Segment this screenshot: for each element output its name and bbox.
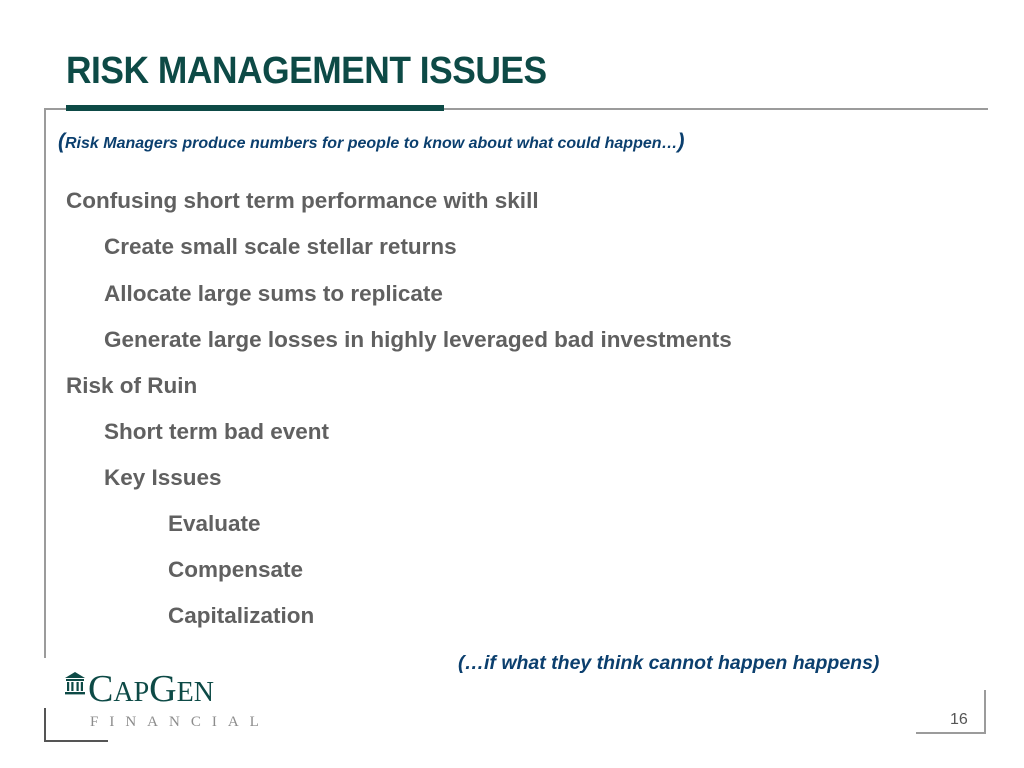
bullet-create-small-scale: Create small scale stellar returns — [104, 234, 457, 259]
corner-bracket-right — [984, 690, 986, 734]
page-number: 16 — [950, 711, 968, 728]
bullet-allocate-large-sums: Allocate large sums to replicate — [104, 281, 443, 306]
bullet-compensate: Compensate — [168, 557, 304, 582]
slide-title: RISK MANAGEMENT ISSUES — [66, 50, 547, 92]
title-underline-accent — [66, 105, 444, 111]
building-columns-icon — [64, 672, 86, 696]
bullet-capitalization: Capitalization — [168, 603, 315, 628]
closing-note: (…if what they think cannot happen happens) — [458, 652, 880, 674]
slide-subtitle — [58, 130, 685, 154]
bullet-confusing-short-term: Confusing short term performance with skill — [66, 188, 539, 213]
corner-bracket-right-base — [916, 732, 986, 734]
corner-bracket-left — [44, 708, 46, 742]
bullet-short-term-bad-event: Short term bad event — [104, 419, 330, 444]
bullet-evaluate: Evaluate — [168, 511, 261, 536]
bullet-key-issues: Key Issues — [104, 465, 222, 490]
bullet-risk-of-ruin: Risk of Ruin — [66, 373, 198, 398]
capgen-logo — [64, 668, 270, 734]
bullet-generate-large-losses: Generate large losses in highly leveraged bad investments — [104, 327, 732, 352]
left-border-line — [44, 108, 46, 658]
corner-bracket-left-base — [44, 740, 108, 742]
subtitle-text: Risk Managers produce numbers for people to know about what could happen… — [65, 135, 678, 152]
subtitle-open-paren: ( — [58, 130, 65, 153]
subtitle-close-paren: ) — [677, 130, 685, 153]
logo-wordmark: CAPGEN — [88, 668, 214, 710]
logo-tagline: FINANCIAL — [90, 714, 270, 730]
